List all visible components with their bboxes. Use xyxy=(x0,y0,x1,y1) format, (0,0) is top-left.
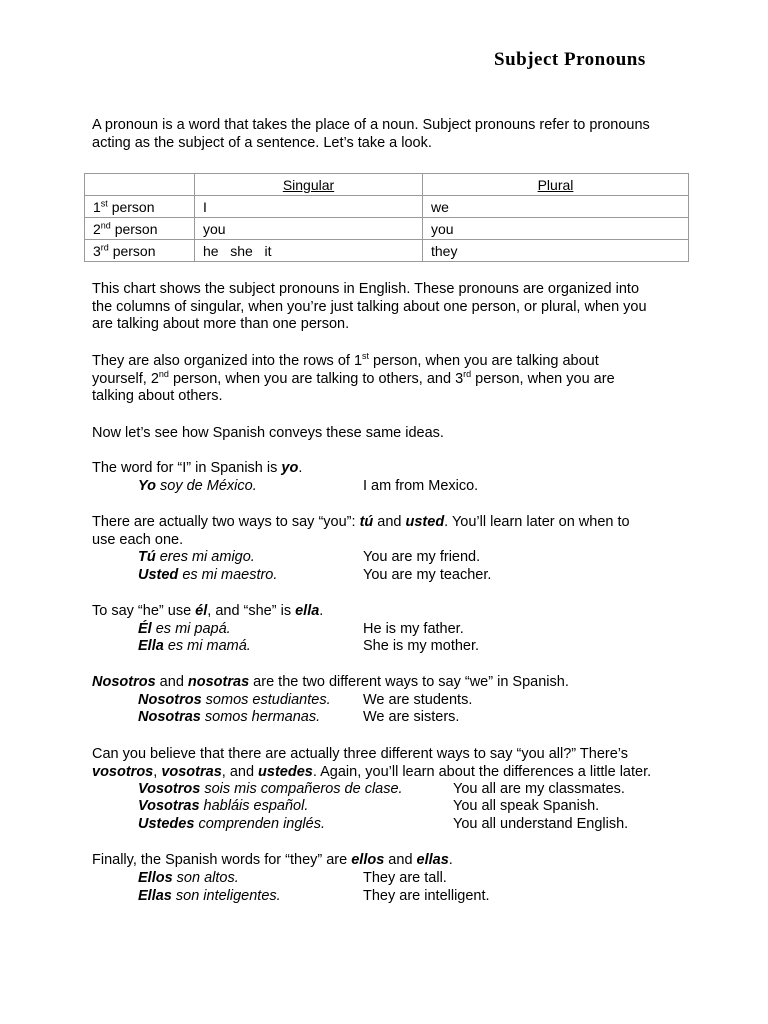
rows-line-2: yourself, 2nd person, when you are talking to others, and 3rd person, when you are xyxy=(92,368,615,387)
usted-example-spanish: Usted es mi maestro. xyxy=(138,567,278,583)
yo-example-spanish: Yo soy de México. xyxy=(138,478,257,494)
ella-example-english: She is my mother. xyxy=(363,638,480,654)
ellos-example-spanish: Ellos son altos. xyxy=(138,870,239,886)
yo-intro: The word for “I” in Spanish is yo. xyxy=(92,460,303,476)
vosotros-intro: Can you believe that there are actually three different ways to say “you all?” There’s vosotros, vosotras, and ustedes. Again, you’ll learn about the differences a little later. xyxy=(92,746,652,780)
ellas-example-english: They are intelligent. xyxy=(363,888,490,904)
vosotros-example-spanish: Vosotros sois mis compañeros de clase. xyxy=(138,781,403,797)
vosotras-example-english: You all speak Spanish. xyxy=(453,798,600,814)
chart-line-3: are talking about more than one person. xyxy=(92,316,350,332)
rows-paragraph xyxy=(92,353,692,406)
singular-cell: I xyxy=(195,196,423,218)
plural-cell: they xyxy=(423,240,689,262)
vosotras-example-spanish: Vosotras habláis español. xyxy=(138,798,309,814)
table-row xyxy=(85,240,689,262)
tu-example-spanish: Tú eres mi amigo. xyxy=(138,549,255,565)
nosotros-intro: Nosotros and nosotras are the two different ways to say “we” in Spanish. xyxy=(92,674,569,690)
nosotros-example-english: We are students. xyxy=(363,692,473,708)
row-label: 3rd person xyxy=(85,240,195,262)
chart-line-2: the columns of singular, when you’re just talking about one person, or plural, when you xyxy=(92,298,647,315)
intro-line-2: acting as the subject of a sentence. Let’s take a look. xyxy=(92,134,432,151)
table-header-row xyxy=(85,174,689,196)
tu-example-english: You are my friend. xyxy=(363,549,481,565)
yo-example-english: I am from Mexico. xyxy=(363,478,479,494)
table-header-empty xyxy=(85,174,195,196)
page-title: Subject Pronouns xyxy=(494,49,646,70)
usted-example-english: You are my teacher. xyxy=(363,567,492,583)
table-header-singular: Singular xyxy=(195,174,423,196)
ustedes-example-spanish: Ustedes comprenden inglés. xyxy=(138,816,325,832)
nosotros-example-spanish: Nosotros somos estudiantes. xyxy=(138,692,331,708)
rows-line-1: They are also organized into the rows of 1st person, when you are talking about xyxy=(92,351,599,369)
vosotros-example-english: You all are my classmates. xyxy=(453,781,625,797)
plural-cell: you xyxy=(423,218,689,240)
chart-line-1: This chart shows the subject pronouns in English. These pronouns are organized into xyxy=(92,281,640,297)
singular-cell: you xyxy=(195,218,423,240)
el-example-spanish: Él es mi papá. xyxy=(138,621,231,637)
ellos-intro: Finally, the Spanish words for “they” are ellos and ellas. xyxy=(92,852,453,868)
el-example-english: He is my father. xyxy=(363,621,464,637)
now-paragraph: Now let’s see how Spanish conveys these same ideas. xyxy=(92,425,444,441)
intro-paragraph xyxy=(92,117,692,152)
pronoun-table xyxy=(84,173,689,262)
chart-paragraph xyxy=(92,281,692,334)
ellas-example-spanish: Ellas son inteligentes. xyxy=(138,888,281,904)
table-row xyxy=(85,218,689,240)
table-row xyxy=(85,196,689,218)
rows-line-3: talking about others. xyxy=(92,388,223,404)
nosotras-example-spanish: Nosotras somos hermanas. xyxy=(138,709,321,725)
row-label: 1st person xyxy=(85,196,195,218)
ella-example-spanish: Ella es mi mamá. xyxy=(138,638,251,654)
el-intro: To say “he” use él, and “she” is ella. xyxy=(92,603,324,619)
singular-cell: he she it xyxy=(195,240,423,262)
table-header-plural: Plural xyxy=(423,174,689,196)
tu-intro: There are actually two ways to say “you”: tú and usted. You’ll learn later on when to use each one. xyxy=(92,514,630,548)
nosotras-example-english: We are sisters. xyxy=(363,709,460,725)
ellos-example-english: They are tall. xyxy=(363,870,447,886)
ustedes-example-english: You all understand English. xyxy=(453,816,629,832)
plural-cell: we xyxy=(423,196,689,218)
row-label: 2nd person xyxy=(85,218,195,240)
intro-line-1: A pronoun is a word that takes the place of a noun. Subject pronouns refer to pronouns xyxy=(92,117,650,133)
